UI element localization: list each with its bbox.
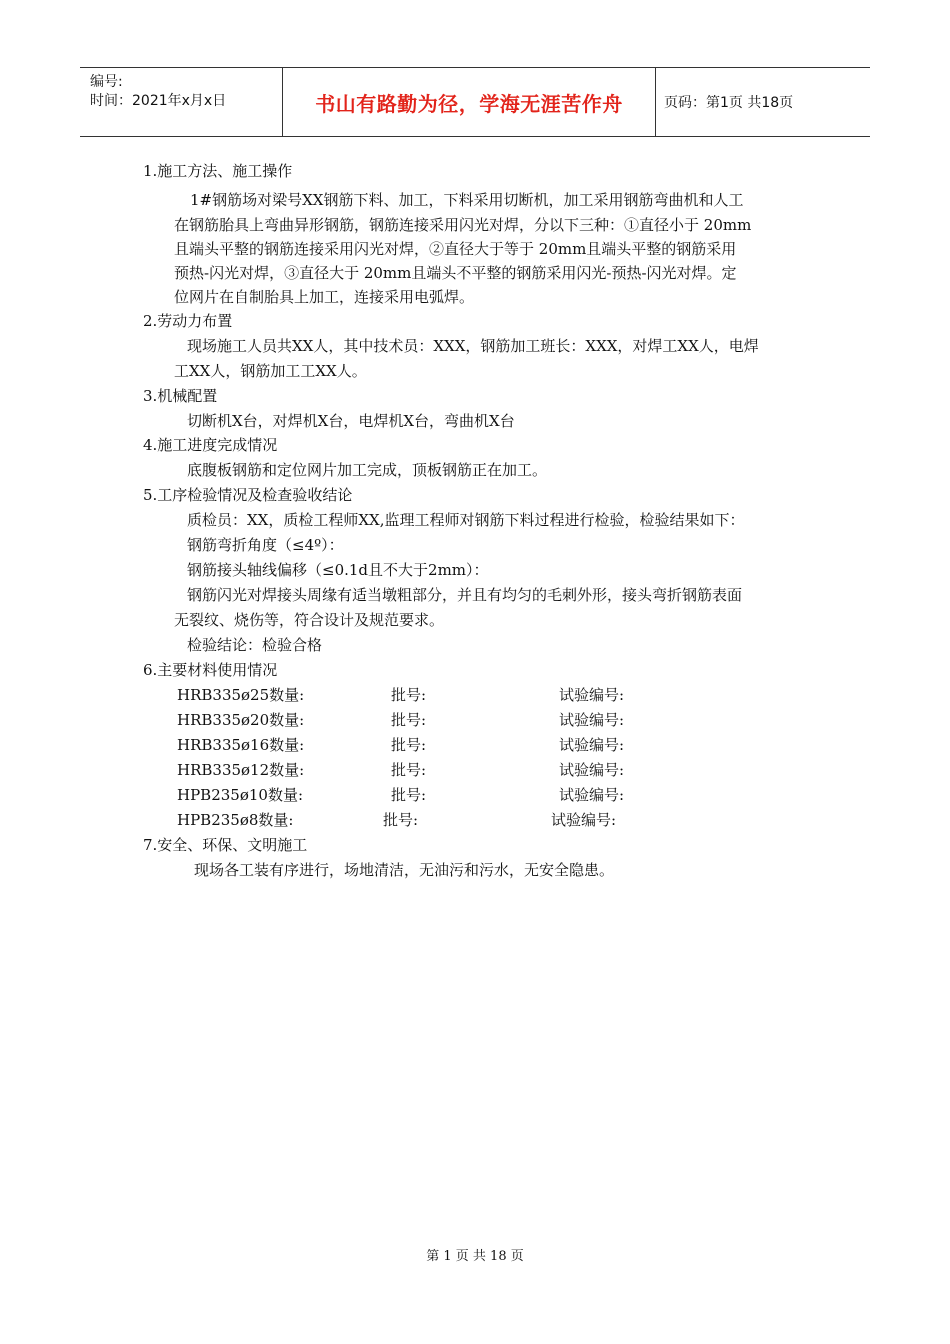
section-title: 1.施工方法、施工操作 [143,162,293,180]
header-page-label: 页码：第1页 共18页 [664,95,794,111]
section-title: 6.主要材料使用情况 [143,661,278,679]
material-name: HRB335ø12数量: [177,761,305,779]
material-name: HPB235ø8数量: [177,811,294,829]
paragraph-line: 预热-闪光对焊，③直径大于 20mm且端头不平整的钢筋采用闪光-预热-闪光对焊。定 [174,264,737,282]
material-batch: 批号: [391,686,427,704]
paragraph-line: 钢筋弯折角度（≤4º）： [187,536,344,554]
header-motto-cell [282,68,656,136]
footer-page-number: 第 1 页 共 18 页 [426,1249,524,1264]
material-test: 试验编号: [559,686,625,704]
paragraph-line: 切断机X台，对焊机X台，电焊机X台，弯曲机X台 [187,412,515,430]
material-batch: 批号: [391,786,427,804]
section-title: 5.工序检验情况及检查验收结论 [143,486,353,504]
header-motto: 书山有路勤为径，学海无涯苦作舟 [315,91,623,116]
paragraph-line: 无裂纹、烧伤等，符合设计及规范要求。 [174,611,445,629]
section-title: 4.施工进度完成情况 [143,436,278,454]
page-footer [0,1245,950,1264]
material-test: 试验编号: [559,711,625,729]
material-name: HRB335ø20数量: [177,711,305,729]
section-title: 7.安全、环保、文明施工 [143,836,308,854]
section-title: 2.劳动力布置 [143,312,233,330]
material-name: HRB335ø16数量: [177,736,305,754]
material-test: 试验编号: [559,736,625,754]
material-test: 试验编号: [559,786,625,804]
material-batch: 批号: [391,736,427,754]
section-title: 3.机械配置 [143,387,218,405]
paragraph-line: 检验结论：检验合格 [187,636,323,654]
material-name: HRB335ø25数量: [177,686,305,704]
paragraph-line: 且端头平整的钢筋连接采用闪光对焊，②直径大于等于 20mm且端头平整的钢筋采用 [174,240,737,258]
paragraph-line: 现场各工装有序进行，场地清洁，无油污和污水，无安全隐患。 [194,861,615,879]
material-batch: 批号: [391,711,427,729]
material-test: 试验编号: [551,811,617,829]
document-time-label: 时间：2021年x月x日 [90,93,227,109]
paragraph-line: 工XX人，钢筋加工工XX人。 [174,362,367,380]
paragraph-line: 1#钢筋场对梁号XX钢筋下料、加工，下料采用切断机，加工采用钢筋弯曲机和人工 [190,191,744,209]
paragraph-line: 在钢筋胎具上弯曲异形钢筋，钢筋连接采用闪光对焊，分以下三种：①直径小于 20mm [174,216,752,234]
header-page-cell [654,68,870,136]
material-test: 试验编号: [559,761,625,779]
paragraph-line: 现场施工人员共XX人，其中技术员：XXX，钢筋加工班长：XXX，对焊工XX人，电焊 [187,337,759,355]
material-batch: 批号: [391,761,427,779]
document-header [80,67,870,137]
paragraph-line: 位网片在自制胎具上加工，连接采用电弧焊。 [174,288,475,306]
paragraph-line: 底腹板钢筋和定位网片加工完成，顶板钢筋正在加工。 [187,461,548,479]
document-number-label: 编号: [90,74,123,90]
header-left-cell [80,68,282,136]
material-batch: 批号: [383,811,419,829]
paragraph-line: 质检员：XX，质检工程师XX,监理工程师对钢筋下料过程进行检验，检验结果如下： [187,511,745,529]
paragraph-line: 钢筋接头轴线偏移（≤0.1d且不大于2mm）： [187,561,489,579]
paragraph-line: 钢筋闪光对焊接头周缘有适当墩粗部分，并且有均匀的毛刺外形，接头弯折钢筋表面 [187,586,743,604]
material-name: HPB235ø10数量: [177,786,303,804]
